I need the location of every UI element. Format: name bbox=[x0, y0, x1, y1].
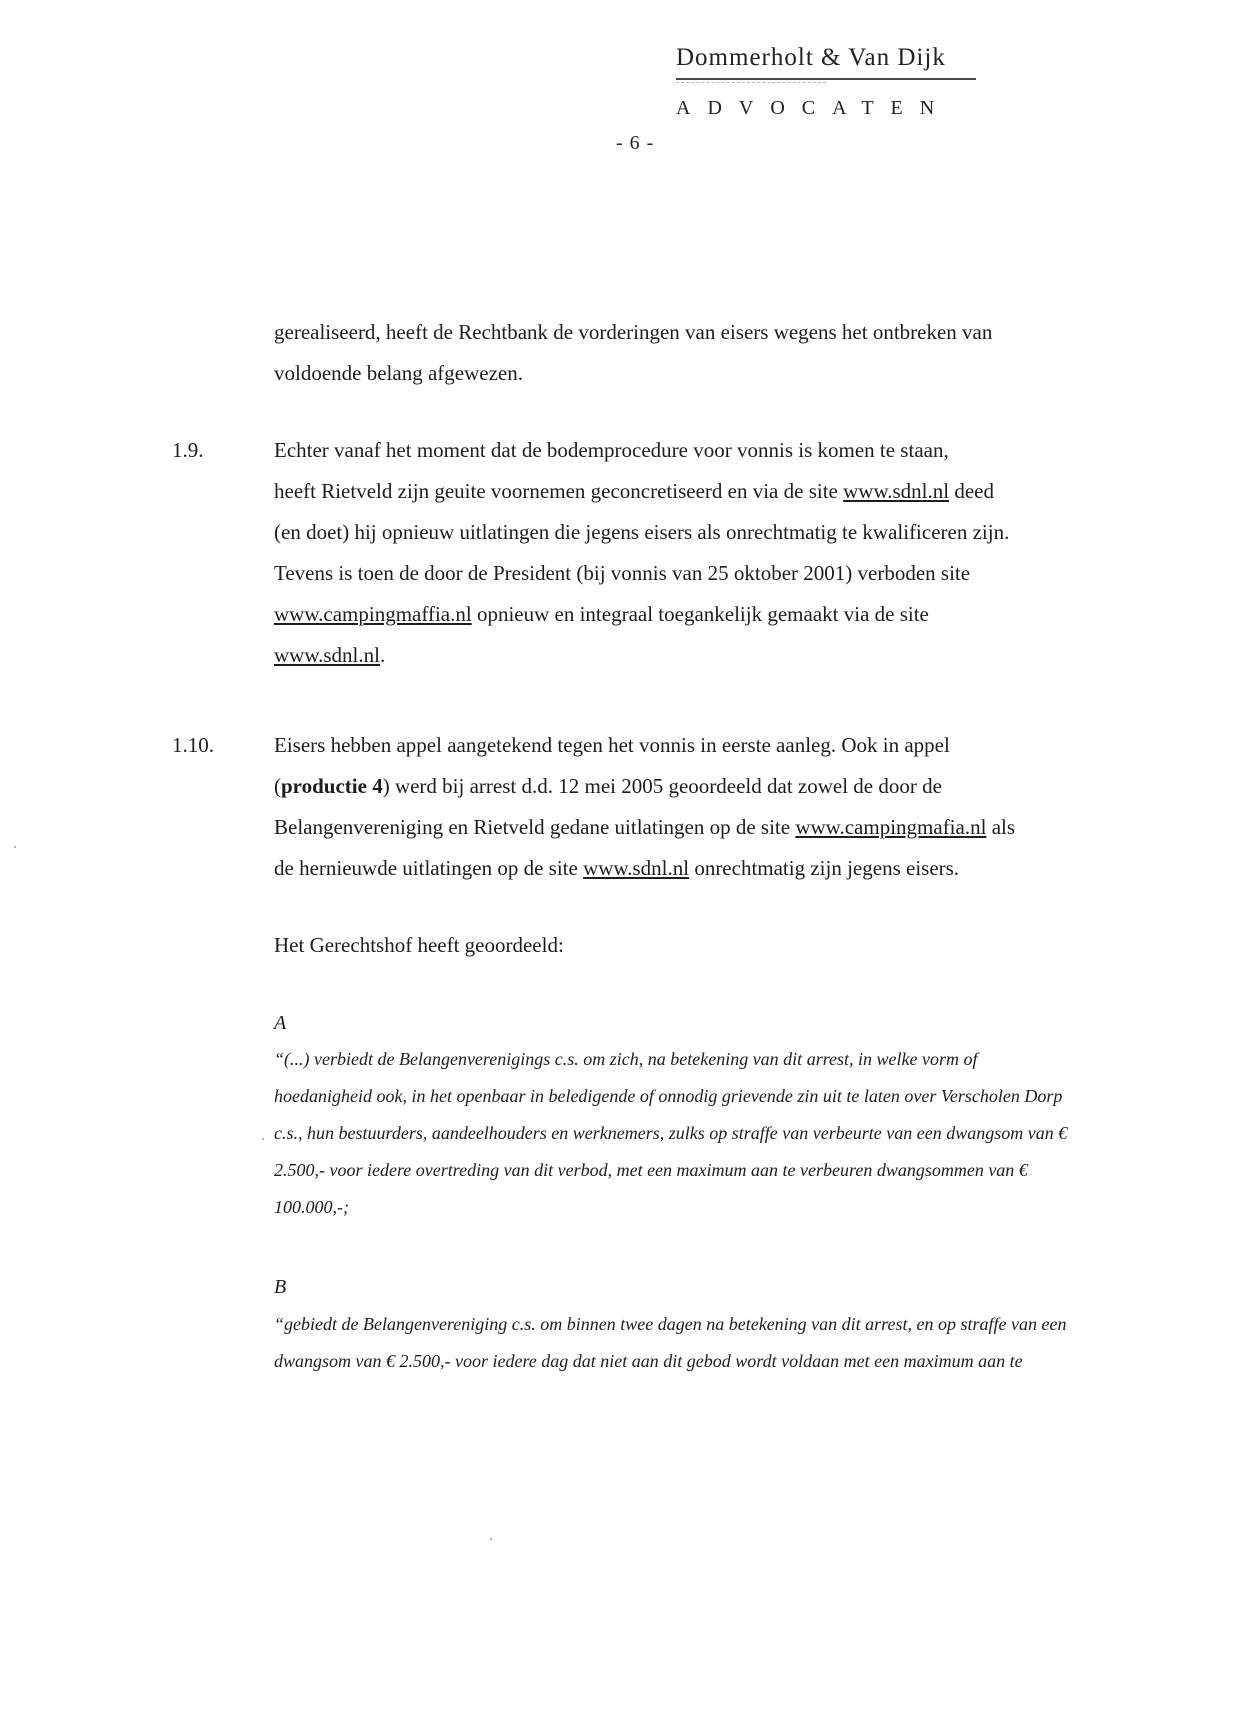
paragraph-continuation bbox=[274, 312, 1094, 394]
text-line: Tevens is toen de door de President (bij vonnis van 25 oktober 2001) verboden site bbox=[274, 561, 971, 585]
quote-line: c.s., hun bestuurders, aandeelhouders en werknemers, zulks op straffe van verbeurte van een dwangsom van € bbox=[274, 1123, 1068, 1143]
paragraph-1-9 bbox=[274, 430, 1094, 676]
text-segment: de hernieuwde uitlatingen op de site bbox=[274, 856, 584, 880]
quote-b bbox=[274, 1306, 1094, 1380]
text-segment: ) werd bij arrest d.d. 12 mei 2005 geoordeeld dat zowel de door de bbox=[382, 774, 942, 798]
letterhead-rule bbox=[676, 78, 976, 80]
text-segment: Belangenvereniging en Rietveld gedane uitlatingen op de site bbox=[274, 815, 796, 839]
text-line bbox=[274, 848, 1094, 889]
production-reference: productie 4 bbox=[281, 774, 383, 798]
letterhead bbox=[676, 44, 976, 120]
scan-speck bbox=[14, 846, 16, 848]
court-judgement-intro bbox=[274, 925, 1094, 966]
text-segment: ( bbox=[274, 774, 281, 798]
paragraph-number-1-10: 1.10. bbox=[172, 733, 214, 757]
paragraph-1-10 bbox=[274, 725, 1094, 889]
text-line: (en doet) hij opnieuw uitlatingen die jegens eisers als onrechtmatig te kwalificeren zijn. bbox=[274, 520, 1010, 544]
quote-line: dwangsom van € 2.500,- voor iedere dag dat niet aan dit gebod wordt voldaan met een maximum aan te bbox=[274, 1351, 1023, 1371]
text-segment: onrechtmatig zijn jegens eisers. bbox=[689, 856, 960, 880]
scan-speck bbox=[490, 1538, 492, 1540]
quote-line: “(...) verbiedt de Belangenverenigings c.s. om zich, na betekening van dit arrest, in welke vorm of bbox=[274, 1049, 978, 1069]
text-line: Echter vanaf het moment dat de bodemprocedure voor vonnis is komen te staan, bbox=[274, 438, 949, 462]
text-line: Eisers hebben appel aangetekend tegen het vonnis in eerste aanleg. Ook in appel bbox=[274, 733, 950, 757]
quote-line: 100.000,-; bbox=[274, 1197, 349, 1217]
text-line: voldoende belang afgewezen. bbox=[274, 361, 523, 385]
link-sdnl[interactable]: www.sdnl.nl bbox=[274, 643, 380, 667]
text-line bbox=[274, 635, 1094, 676]
quote-line: “gebiedt de Belangenvereniging c.s. om binnen twee dagen na betekening van dit arrest, en op straffe van een bbox=[274, 1314, 1067, 1334]
firm-subtitle: ADVOCATEN bbox=[676, 97, 952, 119]
quote-label-b: B bbox=[274, 1276, 287, 1298]
text-line: Het Gerechtshof heeft geoordeeld: bbox=[274, 933, 564, 957]
firm-name: Dommerholt & Van Dijk bbox=[676, 44, 946, 71]
paragraph-number-1-9: 1.9. bbox=[172, 438, 204, 462]
scan-speck bbox=[262, 1138, 264, 1140]
quote-line: 2.500,- voor iedere overtreding van dit verbod, met een maximum aan te verbeuren dwangsommen van € bbox=[274, 1160, 1028, 1180]
text-segment: als bbox=[986, 815, 1016, 839]
text-line bbox=[274, 471, 1094, 512]
link-sdnl[interactable]: www.sdnl.nl bbox=[583, 856, 690, 880]
text-line bbox=[274, 807, 1094, 848]
text-line bbox=[274, 594, 1094, 635]
quote-line: hoedanigheid ook, in het openbaar in beledigende of onnodig grievende zin uit te laten over Verscholen Dorp bbox=[274, 1086, 1063, 1106]
link-sdnl[interactable]: www.sdnl.nl bbox=[843, 479, 950, 503]
text-segment: deed bbox=[949, 479, 994, 503]
text-line: gerealiseerd, heeft de Rechtbank de vorderingen van eisers wegens het ontbreken van bbox=[274, 320, 993, 344]
text-segment: heeft Rietveld zijn geuite voornemen geconcretiseerd en via de site bbox=[274, 479, 844, 503]
quote-a bbox=[274, 1041, 1094, 1226]
link-campingmaffia[interactable]: www.campingmaffia.nl bbox=[274, 602, 472, 626]
page-number: - 6 - bbox=[616, 132, 655, 154]
text-segment: opnieuw en integraal toegankelijk gemaakt via de site bbox=[471, 602, 929, 626]
text-line bbox=[274, 766, 1094, 807]
link-campingmafia[interactable]: www.campingmafia.nl bbox=[795, 815, 987, 839]
quote-label-a: A bbox=[274, 1012, 287, 1034]
letterhead-rule-secondary bbox=[676, 82, 826, 83]
text-segment: . bbox=[379, 643, 386, 667]
